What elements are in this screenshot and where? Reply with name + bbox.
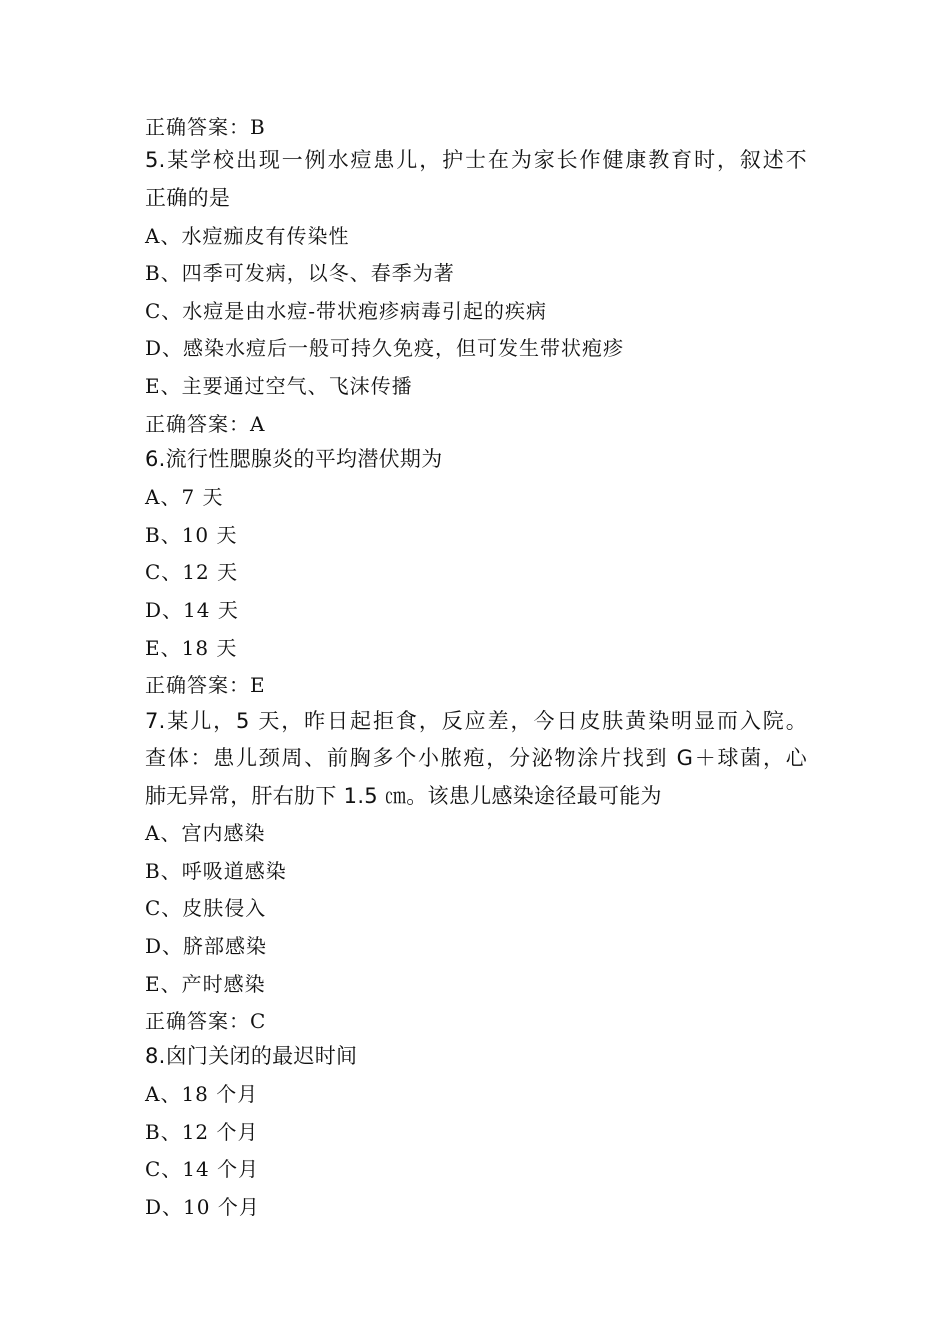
- question-5-option-c: C、水痘是由水痘-带状疱疹病毒引起的疾病: [145, 299, 548, 323]
- question-8-option-a: A、18 个月: [145, 1082, 259, 1106]
- question-6-option-b: B、10 天: [145, 523, 238, 547]
- question-7-answer: 正确答案：C: [145, 1009, 267, 1033]
- question-7-option-c: C、皮肤侵入: [145, 896, 267, 920]
- question-6-option-a: A、7 天: [145, 485, 224, 509]
- question-5-option-a: A、水痘痂皮有传染性: [145, 224, 350, 248]
- question-5-option-b: B、四季可发病，以冬、春季为著: [145, 261, 455, 285]
- question-7-option-a: A、宫内感染: [145, 821, 266, 845]
- question-8-option-b: B、12 个月: [145, 1120, 259, 1144]
- question-8-option-c: C、14 个月: [145, 1157, 260, 1181]
- question-6-answer: 正确答案：E: [145, 673, 266, 697]
- question-7-line-1: 7.某儿，5 天，昨日起拒食，反应差，今日皮肤黄染明显而入院。: [145, 709, 807, 733]
- question-5-line-2: 正确的是: [145, 186, 231, 210]
- question-6-option-d: D、14 天: [145, 598, 239, 622]
- question-7-line-2: 查体：患儿颈周、前胸多个小脓疱，分泌物涂片找到 G＋球菌，心: [145, 746, 807, 770]
- question-6-option-c: C、12 天: [145, 560, 239, 584]
- question-6-line-1: 6.流行性腮腺炎的平均潜伏期为: [145, 447, 443, 471]
- question-5-option-d: D、感染水痘后一般可持久免疫，但可发生带状疱疹: [145, 336, 625, 360]
- question-7-line-3: 肺无异常，肝右肋下 1.5 ㎝。该患儿感染途径最可能为: [145, 784, 662, 808]
- question-8-line-1: 8.囟门关闭的最迟时间: [145, 1044, 358, 1068]
- question-8-option-d: D、10 个月: [145, 1195, 260, 1219]
- question-5-answer: 正确答案：A: [145, 412, 266, 436]
- question-6-option-e: E、18 天: [145, 636, 238, 660]
- answer-previous: 正确答案：B: [145, 115, 266, 139]
- question-7-option-e: E、产时感染: [145, 972, 266, 996]
- question-7-option-b: B、呼吸道感染: [145, 859, 287, 883]
- question-7-option-d: D、脐部感染: [145, 934, 268, 958]
- question-5-option-e: E、主要通过空气、飞沫传播: [145, 374, 413, 398]
- question-5-line-1: 5.某学校出现一例水痘患儿，护士在为家长作健康教育时，叙述不: [145, 148, 807, 172]
